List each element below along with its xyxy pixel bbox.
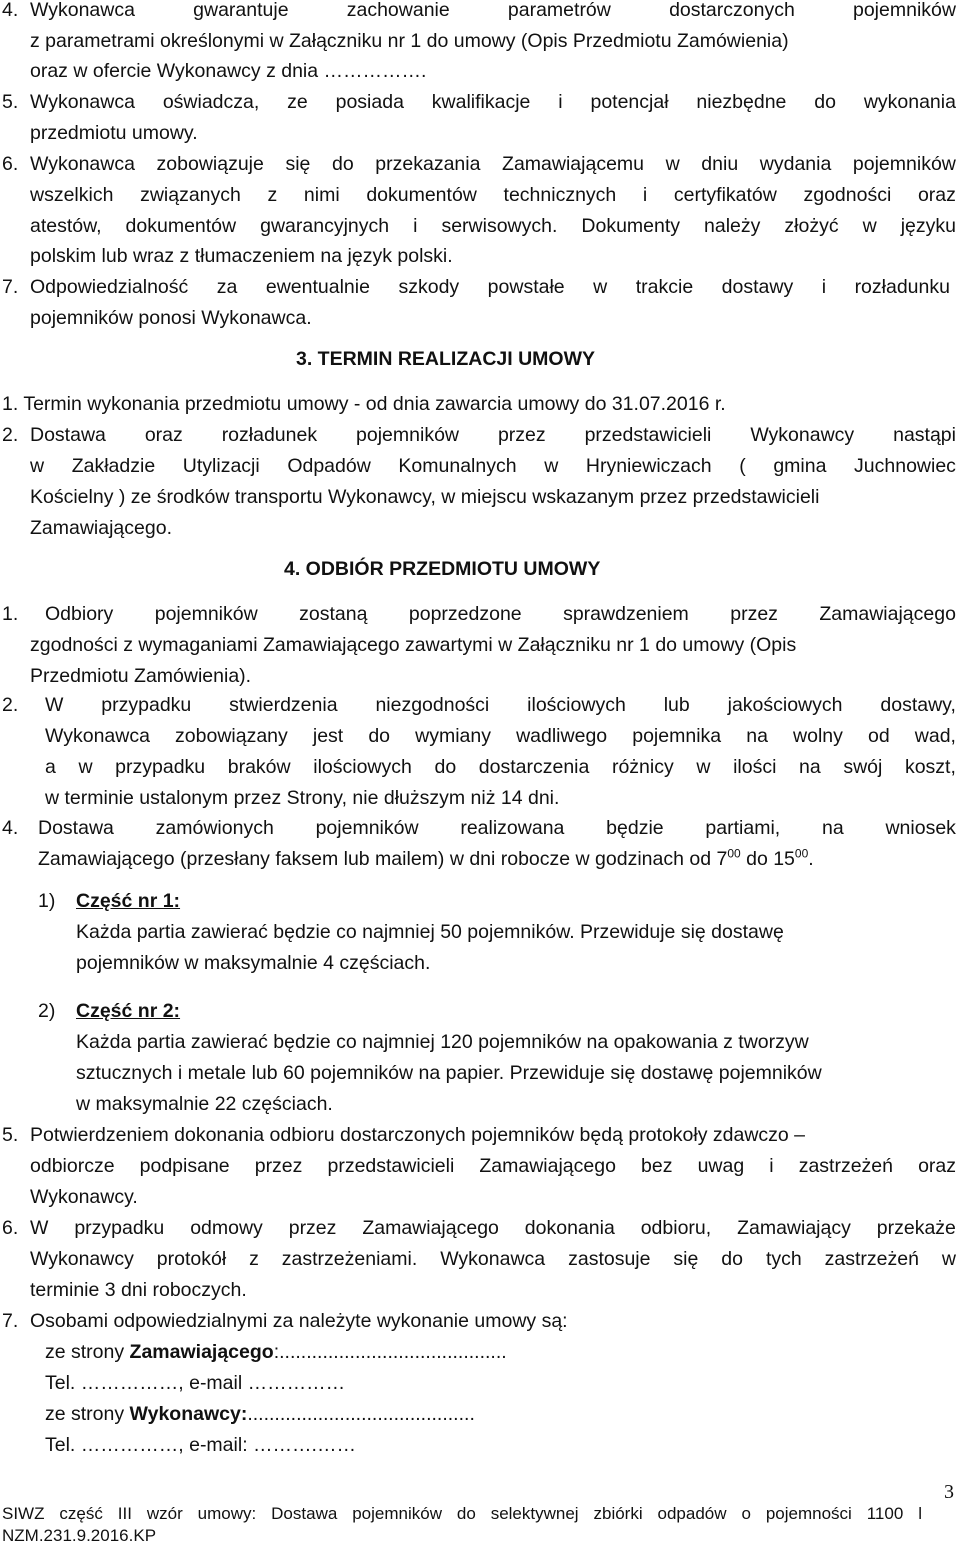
paragraph-line xyxy=(30,1216,956,1240)
item-number: 1. xyxy=(2,603,19,625)
paragraph-line xyxy=(45,693,956,717)
word: dokumentów xyxy=(366,184,477,206)
word: koszt, xyxy=(904,756,956,778)
word: Wykonawcy xyxy=(30,1248,134,1270)
word: wykonania xyxy=(863,91,956,113)
word: Dostawa xyxy=(38,817,114,839)
paragraph-line: Zamawiającego (przesłany faksem lub mailem) w dni robocze w godzinach od $7^{00}$ do $15^{00}$. xyxy=(38,846,814,870)
word: zobowiązany xyxy=(175,725,288,747)
word: zbiórki xyxy=(593,1504,643,1523)
word: i xyxy=(769,1155,774,1177)
word: ewentualnie xyxy=(265,276,370,298)
item-number: 4. xyxy=(2,0,19,21)
paragraph-line: przedmiotu umowy. xyxy=(30,122,198,144)
word: odbioru, xyxy=(640,1217,712,1239)
word: Wykonawca xyxy=(440,1248,546,1270)
paragraph-line: Zamawiającego. xyxy=(30,517,172,539)
paragraph-line xyxy=(30,214,956,238)
word: część xyxy=(59,1504,103,1523)
word: przez xyxy=(288,1217,337,1239)
word: w xyxy=(593,276,608,298)
word: sprawdzeniem xyxy=(563,603,689,625)
word: pojemników xyxy=(315,817,419,839)
item-number: 6. xyxy=(2,1217,19,1239)
contact-line: Tel. ……………, e-mail: ……….…… xyxy=(45,1434,356,1456)
part-title: Część nr 2: xyxy=(76,1000,181,1022)
contact-line: ze strony Wykonawcy:.......................................... xyxy=(45,1403,475,1425)
paragraph-line: w maksymalnie 22 częściach. xyxy=(76,1093,333,1115)
word: Utylizacji xyxy=(182,455,260,477)
word: przez xyxy=(730,603,778,625)
word: zastrzeżeń xyxy=(798,1155,893,1177)
word: różnicy xyxy=(611,756,674,778)
paragraph-line: pojemników w maksymalnie 4 częściach. xyxy=(76,952,431,974)
sub-item-number: 2) xyxy=(38,1000,56,1022)
word: dokumentów xyxy=(125,215,237,237)
word: wolny xyxy=(793,725,843,747)
word: za xyxy=(216,276,238,298)
word: Zamawiającego xyxy=(362,1217,499,1239)
word: stwierdzenia xyxy=(229,694,338,716)
paragraph-line xyxy=(30,275,950,299)
word: i xyxy=(413,215,418,237)
word: w xyxy=(696,756,711,778)
word: odmowy xyxy=(190,1217,263,1239)
word: pojemników xyxy=(154,603,258,625)
word: dokonania xyxy=(524,1217,615,1239)
word: Wykonawca xyxy=(30,153,135,175)
word: w xyxy=(665,153,680,175)
word: zobowiązuje xyxy=(156,153,264,175)
paragraph-line: sztucznych i metale lub 60 pojemników na papier. Przewiduje się dostawę pojemników xyxy=(76,1062,822,1084)
word: Zakładzie xyxy=(71,455,156,477)
word: o xyxy=(741,1504,751,1523)
word: w xyxy=(78,756,93,778)
word: Wykonawcy xyxy=(750,424,855,446)
section-heading: 3. TERMIN REALIZACJI UMOWY xyxy=(296,348,596,370)
word: do xyxy=(332,153,354,175)
word: poprzedzone xyxy=(408,603,522,625)
word: lub xyxy=(663,694,690,716)
word: zamówionych xyxy=(155,817,274,839)
word: w xyxy=(941,1248,956,1270)
word: Komunalnych xyxy=(398,455,517,477)
word: uwag xyxy=(697,1155,745,1177)
footer-line: NZM.231.9.2016.KP xyxy=(2,1526,157,1545)
footer-line xyxy=(2,1503,922,1525)
paragraph-line: terminie 3 dni roboczych. xyxy=(30,1279,247,1301)
word: wymiany xyxy=(415,725,491,747)
word: z xyxy=(249,1248,259,1270)
word: Zamawiającego xyxy=(819,603,956,625)
word: w xyxy=(30,455,45,477)
word: dostawy xyxy=(721,276,794,298)
word: rozładunku xyxy=(854,276,950,298)
word: parametrów xyxy=(507,0,611,21)
word: do xyxy=(368,725,391,747)
word: serwisowych. xyxy=(441,215,558,237)
word: jest xyxy=(312,725,344,747)
item-number: 4. xyxy=(2,817,19,839)
word: zastrzeżeniami. xyxy=(281,1248,418,1270)
word: wniosek xyxy=(885,817,956,839)
word: na xyxy=(821,817,844,839)
word: przedstawicieli xyxy=(327,1155,455,1177)
word: jakościowych xyxy=(727,694,843,716)
word: od xyxy=(867,725,890,747)
word: Dostawa xyxy=(271,1504,338,1523)
word: Kościelny ) ze środków transportu Wykonawcy, w miejscu wskazanym przez przedstawicieli xyxy=(30,486,820,508)
word: pojemników xyxy=(852,153,956,175)
word: bez xyxy=(641,1155,673,1177)
word: Wykonawca xyxy=(45,725,150,747)
paragraph-line: polskim lub wraz z tłumaczeniem na język polski. xyxy=(30,245,453,267)
word: odbiorcze xyxy=(30,1155,115,1177)
word: do xyxy=(434,756,457,778)
word: niezgodności xyxy=(375,694,490,716)
word: selektywnej xyxy=(490,1504,579,1523)
word: związanych xyxy=(140,184,241,206)
paragraph-line: Każda partia zawierać będzie co najmniej 50 pojemników. Przewiduje się dostawę xyxy=(76,921,784,943)
word: Zamawiającego xyxy=(479,1155,616,1177)
contact-line: Tel. ……………, e-mail …………… xyxy=(45,1372,346,1394)
word: Odbiory xyxy=(45,603,114,625)
word: ze xyxy=(287,91,308,113)
word: do xyxy=(814,91,836,113)
word: należy xyxy=(704,215,761,237)
word: się xyxy=(673,1248,699,1270)
sub-item-number: 1) xyxy=(38,890,56,912)
word: Wykonawca xyxy=(30,91,135,113)
paragraph-line xyxy=(30,90,956,114)
word: Wykonawca xyxy=(30,0,135,21)
paragraph-line xyxy=(30,454,956,478)
word: oraz xyxy=(144,424,183,446)
word: Juchnowiec xyxy=(854,455,956,477)
word: przekaże xyxy=(876,1217,956,1239)
word: potencjał xyxy=(590,91,669,113)
paragraph-line xyxy=(38,816,956,840)
word: dostawy, xyxy=(880,694,956,716)
word: protokół xyxy=(156,1248,227,1270)
word: Zamawiający xyxy=(737,1217,851,1239)
word: na xyxy=(746,725,768,747)
word: realizowana xyxy=(460,817,565,839)
word: l xyxy=(918,1504,922,1523)
word: pojemników xyxy=(356,424,459,446)
word: przedstawicieli xyxy=(584,424,712,446)
word: zachowanie xyxy=(346,0,450,21)
paragraph-line: Wykonawcy. xyxy=(30,1186,138,1208)
word: Dokumenty xyxy=(581,215,681,237)
word: ( xyxy=(739,455,746,477)
word: dostarczonych xyxy=(669,0,795,21)
paragraph-line xyxy=(30,0,956,22)
word: przekazania xyxy=(375,153,481,175)
word: będzie xyxy=(606,817,664,839)
paragraph-line xyxy=(30,1154,956,1178)
word: szkody xyxy=(398,276,460,298)
paragraph-line xyxy=(30,183,956,207)
word: Potwierdzeniem dokonania odbioru dostarczonych pojemników będą protokoły zdawczo – xyxy=(30,1124,806,1146)
item-number: 6. xyxy=(2,153,19,175)
word: wzór xyxy=(146,1504,183,1523)
word: Dostawa xyxy=(30,424,106,446)
word: dostarczenia xyxy=(478,756,590,778)
word: do xyxy=(721,1248,743,1270)
item-number: 7. xyxy=(2,276,19,298)
word: dniu xyxy=(701,153,739,175)
word: przypadku xyxy=(115,756,206,778)
word: w xyxy=(862,215,877,237)
word: i xyxy=(558,91,563,113)
word: w xyxy=(544,455,559,477)
word: gmina xyxy=(773,455,827,477)
word: posiada xyxy=(335,91,404,113)
word: niezbędne xyxy=(696,91,787,113)
word: wad, xyxy=(914,725,956,747)
word: W xyxy=(45,694,64,716)
paragraph-line xyxy=(30,1247,956,1271)
word: rozładunek xyxy=(221,424,318,446)
word: a xyxy=(45,756,56,778)
paragraph-line: pojemników ponosi Wykonawca. xyxy=(30,307,312,329)
word: ilościowych xyxy=(527,694,626,716)
word: nimi xyxy=(303,184,340,206)
word: Hryniewiczach xyxy=(585,455,712,477)
word: podpisane xyxy=(139,1155,230,1177)
paragraph-line: Każda partia zawierać będzie co najmniej 120 pojemników na opakowania z tworzyw xyxy=(76,1031,809,1053)
word: przypadku xyxy=(74,1217,165,1239)
word: z parametrami określonymi w Załączniku nr 1 do umowy (Opis Przedmiotu Zamówienia) xyxy=(30,30,789,52)
word: pojemności xyxy=(765,1504,852,1523)
paragraph-line xyxy=(30,633,956,657)
word: kwalifikacje xyxy=(431,91,531,113)
word: trakcie xyxy=(635,276,694,298)
item-number: 5. xyxy=(2,91,19,113)
word: pojemników xyxy=(852,0,956,21)
paragraph-line xyxy=(30,152,956,176)
word: 1100 xyxy=(866,1504,904,1523)
word: ilości xyxy=(733,756,777,778)
paragraph-line xyxy=(45,724,956,748)
word: zgodności z wymaganiami Zamawiającego zawartymi w Załączniku nr 1 do umowy (Opis xyxy=(30,634,797,656)
paragraph-line xyxy=(30,423,956,447)
paragraph-line: Osobami odpowiedzialnymi za należyte wykonanie umowy są: xyxy=(30,1310,568,1332)
word: pojemnika xyxy=(632,725,722,747)
page-number: 3 xyxy=(944,1481,954,1503)
word: tych xyxy=(765,1248,802,1270)
word: do xyxy=(456,1504,476,1523)
word: wadliwego xyxy=(516,725,608,747)
paragraph-line: w terminie ustalonym przez Strony, nie dłuższym niż 14 dni. xyxy=(45,787,560,809)
word: swój xyxy=(843,756,883,778)
word: partiami, xyxy=(705,817,781,839)
word: pojemników xyxy=(352,1504,442,1523)
paragraph-line: 1. Termin wykonania przedmiotu umowy - od dnia zawarcia umowy do 31.07.2016 r. xyxy=(2,393,726,415)
word: złożyć xyxy=(784,215,839,237)
word: zastosuje xyxy=(568,1248,651,1270)
paragraph-line xyxy=(45,602,956,626)
word: Zamawiającemu xyxy=(502,153,645,175)
word: zastrzeżeń xyxy=(824,1248,919,1270)
word: się xyxy=(285,153,311,175)
word: III xyxy=(117,1504,132,1523)
word: nastąpi xyxy=(893,424,956,446)
item-number: 2. xyxy=(2,694,19,716)
word: gwarantuje xyxy=(193,0,289,21)
word: oraz xyxy=(917,184,956,206)
word: certyfikatów xyxy=(673,184,777,206)
paragraph-line: oraz w ofercie Wykonawcy z dnia ……………. xyxy=(30,60,427,82)
word: języku xyxy=(900,215,956,237)
word: atestów, xyxy=(30,215,102,237)
paragraph-line: Przedmiotu Zamówienia). xyxy=(30,665,252,687)
word: z xyxy=(267,184,278,206)
paragraph-line xyxy=(30,485,956,509)
item-number: 2. xyxy=(2,424,19,446)
word: przypadku xyxy=(101,694,192,716)
word: powstałe xyxy=(487,276,565,298)
item-number: 7. xyxy=(2,1310,19,1332)
item-number: 5. xyxy=(2,1124,19,1146)
word: i xyxy=(821,276,827,298)
word: Odpadów xyxy=(287,455,371,477)
word: oraz xyxy=(918,1155,956,1177)
word: braków xyxy=(227,756,291,778)
word: odpadów xyxy=(657,1504,727,1523)
contact-line: ze strony Zamawiającego:.......................................... xyxy=(45,1341,507,1363)
word: W xyxy=(30,1217,49,1239)
word: i xyxy=(642,184,648,206)
word: wszelkich xyxy=(30,184,114,206)
word: przez xyxy=(254,1155,303,1177)
word: przez xyxy=(497,424,546,446)
word: umowy: xyxy=(197,1504,257,1523)
part-title: Część nr 1: xyxy=(76,890,181,912)
word: ilościowych xyxy=(313,756,412,778)
word: zostaną xyxy=(299,603,368,625)
word: zgodności xyxy=(803,184,892,206)
word: na xyxy=(799,756,821,778)
word: Odpowiedzialność xyxy=(30,276,189,298)
word: SIWZ xyxy=(2,1504,45,1523)
word: oświadcza, xyxy=(162,91,260,113)
word: gwarancyjnych xyxy=(260,215,390,237)
word: wydania xyxy=(759,153,832,175)
paragraph-line xyxy=(45,755,956,779)
word: technicznych xyxy=(503,184,617,206)
paragraph-line xyxy=(30,1123,956,1147)
paragraph-line xyxy=(30,29,956,53)
section-heading: 4. ODBIÓR PRZEDMIOTU UMOWY xyxy=(284,558,601,580)
